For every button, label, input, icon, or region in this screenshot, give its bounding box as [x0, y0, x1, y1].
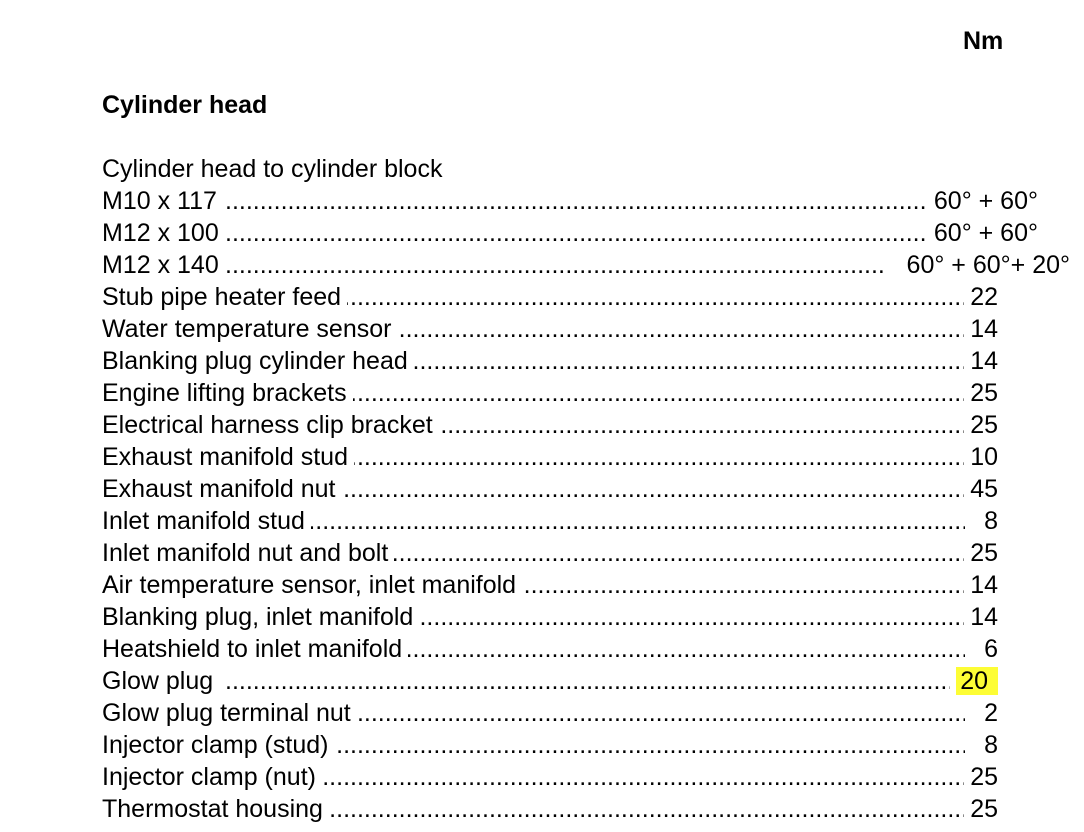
- torque-row: [0, 186, 1084, 218]
- torque-row-value: 60° + 60°: [928, 218, 1038, 248]
- torque-row-label: Glow plug: [102, 666, 219, 696]
- leader-dots: [225, 250, 885, 280]
- torque-row-value: [950, 666, 998, 696]
- torque-row-value: 25: [964, 410, 998, 440]
- torque-row: [0, 666, 1084, 698]
- torque-row-label: Blanking plug, inlet manifold: [102, 602, 419, 632]
- leader-dots: [225, 762, 965, 792]
- torque-row-label: Electrical harness clip bracket: [102, 410, 439, 440]
- unit-column-header: Nm: [963, 27, 1004, 55]
- torque-row-label: M12 x 140: [102, 250, 225, 280]
- torque-row-value: 14: [964, 602, 998, 632]
- torque-row-label: Injector clamp (stud): [102, 730, 334, 760]
- highlighted-value: 20: [956, 667, 998, 695]
- torque-row: [0, 378, 1084, 410]
- leader-dots: [225, 186, 925, 216]
- torque-row-value: 25: [964, 794, 998, 824]
- torque-row: [0, 474, 1084, 506]
- section-title: Cylinder head: [102, 91, 268, 119]
- torque-row-label: Injector clamp (nut): [102, 762, 322, 792]
- leader-dots: [225, 218, 925, 248]
- torque-row: [0, 250, 1084, 282]
- torque-row: [0, 410, 1084, 442]
- torque-row: [0, 634, 1084, 666]
- torque-row-value: 14: [964, 570, 998, 600]
- torque-row: [0, 794, 1084, 826]
- torque-row: [0, 698, 1084, 730]
- torque-row-value: 60° + 60°: [928, 186, 1038, 216]
- torque-row: [0, 506, 1084, 538]
- torque-row-value: 45: [964, 474, 998, 504]
- torque-row-label: Heatshield to inlet manifold: [102, 634, 408, 664]
- torque-row-value: 25: [964, 538, 998, 568]
- torque-row-label: Inlet manifold stud: [102, 506, 311, 536]
- torque-row: [0, 346, 1084, 378]
- torque-row-value: 6: [978, 634, 998, 664]
- torque-row-label: M12 x 100: [102, 218, 225, 248]
- torque-row: [0, 538, 1084, 570]
- torque-row: [0, 218, 1084, 250]
- torque-list: [0, 186, 1084, 826]
- leader-dots: [225, 794, 965, 824]
- group-heading: Cylinder head to cylinder block: [102, 155, 443, 183]
- torque-row-label: Thermostat housing: [102, 794, 329, 824]
- torque-row-value: 25: [964, 378, 998, 408]
- torque-row-label: Inlet manifold nut and bolt: [102, 538, 394, 568]
- torque-row: [0, 442, 1084, 474]
- torque-row-value: 14: [964, 314, 998, 344]
- torque-row-label: Blanking plug cylinder head: [102, 346, 414, 376]
- torque-row: [0, 730, 1084, 762]
- torque-row-label: Stub pipe heater feed: [102, 282, 347, 312]
- torque-row: [0, 314, 1084, 346]
- torque-row: [0, 282, 1084, 314]
- torque-row-label: Air temperature sensor, inlet manifold: [102, 570, 522, 600]
- torque-row: [0, 762, 1084, 794]
- torque-row-label: Water temperature sensor: [102, 314, 397, 344]
- leader-dots: [225, 730, 965, 760]
- torque-row-value: 60° + 60°+ 20°: [901, 250, 1070, 280]
- torque-row-label: Exhaust manifold stud: [102, 442, 354, 472]
- torque-row-value: 25: [964, 762, 998, 792]
- torque-row-value: 8: [978, 730, 998, 760]
- torque-row-value: 14: [964, 346, 998, 376]
- leader-dots: [225, 666, 965, 696]
- torque-row: [0, 602, 1084, 634]
- torque-row-value: 10: [964, 442, 998, 472]
- torque-row-value: 2: [978, 698, 998, 728]
- leader-dots: [225, 506, 965, 536]
- torque-row-label: M10 x 117: [102, 186, 223, 216]
- torque-row-label: Exhaust manifold nut: [102, 474, 341, 504]
- torque-row-value: 8: [978, 506, 998, 536]
- torque-row: [0, 570, 1084, 602]
- torque-row-value: 22: [964, 282, 998, 312]
- torque-row-label: Engine lifting brackets: [102, 378, 353, 408]
- torque-row-label: Glow plug terminal nut: [102, 698, 357, 728]
